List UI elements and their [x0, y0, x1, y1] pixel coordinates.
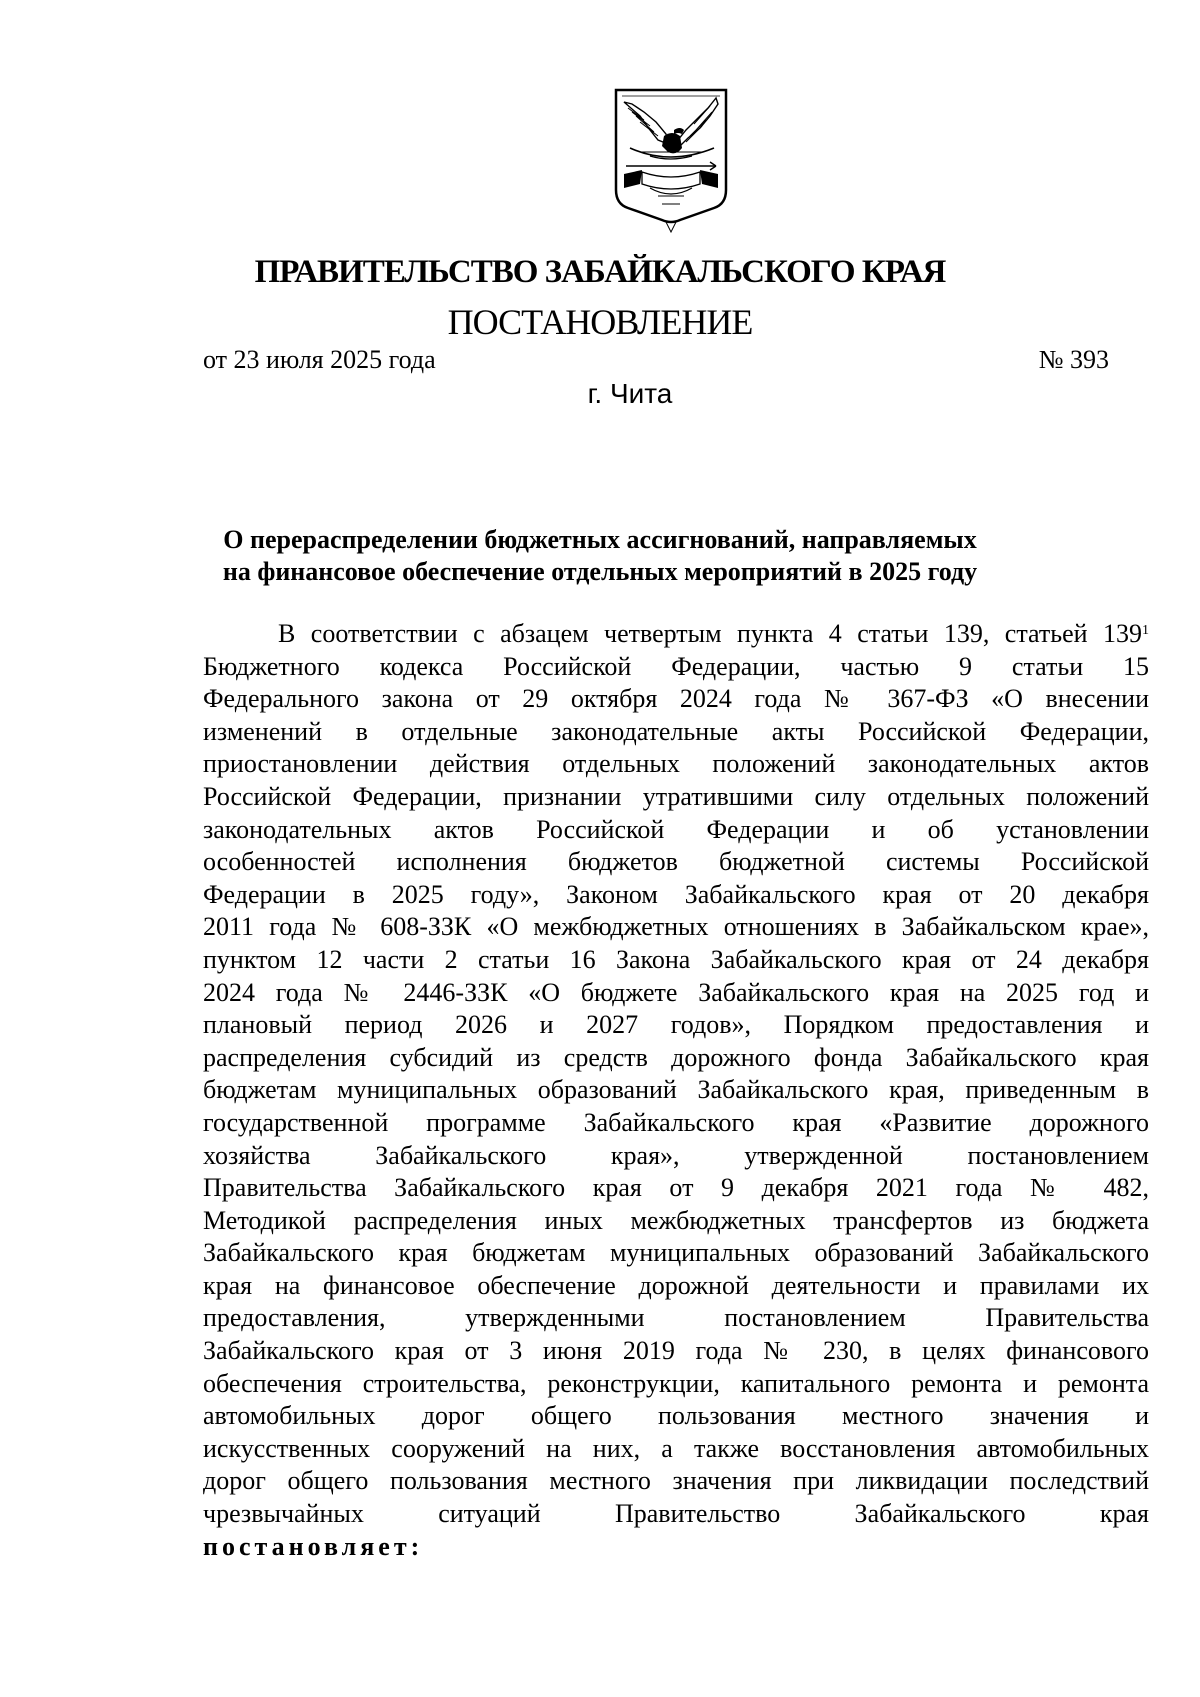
body-line: предоставления, утвержденными постановлением Правительства — [203, 1303, 1149, 1333]
body-line: пунктом 12 части 2 статьи 16 Закона Забайкальского края от 24 декабря — [203, 944, 1149, 974]
body-line: распределения субсидий из средств дорожного фонда Забайкальского края — [203, 1042, 1149, 1072]
document-type: ПОСТАНОВЛЕНИЕ — [447, 302, 753, 342]
document-city: г. Чита — [587, 378, 673, 409]
resolution-word: постановляет: — [203, 1531, 424, 1561]
body-line: 2024 года № 2446-ЗЗК «О бюджете Забайкальского края на 2025 год и — [203, 977, 1149, 1007]
body-line: Забайкальского края от 3 июня 2019 года № 230, в целях финансового — [203, 1336, 1149, 1366]
body-line: 2011 года № 608-ЗЗК «О межбюджетных отношениях в Забайкальском крае», — [203, 912, 1149, 942]
body-line: Забайкальского края бюджетам муниципальных образований Забайкальского — [203, 1238, 1149, 1268]
body-line: чрезвычайных ситуаций Правительство Забайкальского края — [203, 1499, 1149, 1529]
body-line: обеспечения строительства, реконструкции, капитального ремонта и ремонта — [203, 1368, 1149, 1398]
title-line-1: О перераспределении бюджетных ассигнований, направляемых — [223, 525, 977, 554]
body-line: дорог общего пользования местного значения при ликвидации последствий — [203, 1466, 1149, 1496]
body-line: Российской Федерации, признании утратившими силу отдельных положений — [203, 781, 1149, 811]
body-line: Бюджетного кодекса Российской Федерации, частью 9 статьи 15 — [203, 651, 1149, 681]
body-line: законодательных актов Российской Федерации и об установлении — [203, 814, 1149, 844]
body-line: хозяйства Забайкальского края», утвержденной постановлением — [203, 1140, 1149, 1170]
body-first-line-text: В соответствии с абзацем четвертым пункта 4 статьи 139, статьей 139 — [278, 619, 1142, 648]
body-line: государственной программе Забайкальского края «Развитие дорожного — [203, 1107, 1149, 1137]
title-line-2: на финансовое обеспечение отдельных мероприятий в 2025 году — [222, 557, 978, 586]
body-line: искусственных сооружений на них, а также восстановления автомобильных — [203, 1433, 1149, 1463]
coat-of-arms-icon — [610, 86, 732, 233]
document-number: № 393 — [1038, 345, 1109, 374]
body-first-line — [203, 618, 1149, 651]
body-line: изменений в отдельные законодательные акты Российской Федерации, — [203, 716, 1149, 746]
body-line: автомобильных дорог общего пользования местного значения и — [203, 1401, 1149, 1431]
document-date: от 23 июля 2025 года — [203, 345, 436, 374]
document-body — [203, 618, 1149, 1563]
body-line: плановый период 2026 и 2027 годов», Порядком предоставления и — [203, 1010, 1149, 1040]
body-line: Методикой распределения иных межбюджетных трансфертов из бюджета — [203, 1205, 1149, 1235]
organization-name: ПРАВИТЕЛЬСТВО ЗАБАЙКАЛЬСКОГО КРАЯ — [254, 254, 946, 290]
body-line: Федерации в 2025 году», Законом Забайкальского края от 20 декабря — [203, 879, 1149, 909]
document-title — [150, 524, 1050, 588]
body-line: приостановлении действия отдельных положений законодательных актов — [203, 749, 1149, 779]
body-line: Правительства Забайкальского края от 9 декабря 2021 года № 482, — [203, 1173, 1149, 1203]
body-line: особенностей исполнения бюджетов бюджетной системы Российской — [203, 847, 1149, 877]
superscript: 1 — [1142, 623, 1149, 638]
body-line: бюджетам муниципальных образований Забайкальского края, приведенным в — [203, 1075, 1149, 1105]
body-line: Федерального закона от 29 октября 2024 года № 367-ФЗ «О внесении — [203, 684, 1149, 714]
body-line: края на финансовое обеспечение дорожной деятельности и правилами их — [203, 1270, 1149, 1300]
